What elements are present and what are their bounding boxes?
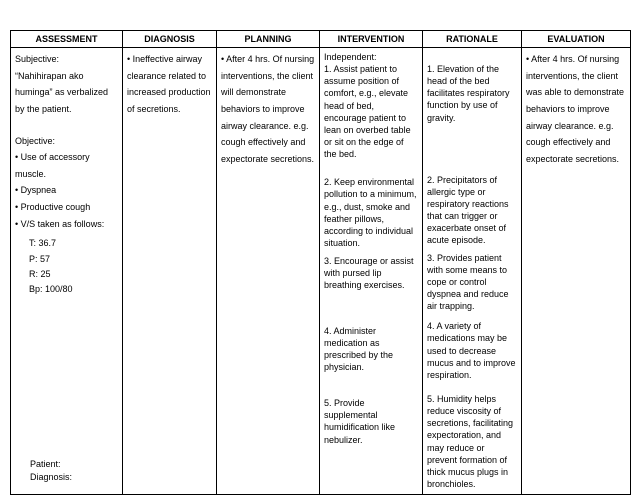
vital-pulse: P: 57 bbox=[29, 253, 51, 264]
vital-respiration: R: 25 bbox=[29, 269, 51, 279]
diagnosis-cell bbox=[123, 48, 217, 495]
intervention-item: 1. Assist patient to assume position of comfort, e.g., elevate head of bed, encourage patient to lean on overbed table or sit on the edge of the bed. bbox=[324, 64, 411, 160]
col-header-intervention: INTERVENTION bbox=[320, 31, 423, 48]
objective-item: • Productive cough bbox=[15, 202, 91, 213]
rationale-item: 2. Precipitators of allergic type or respiratory reactions that can trigger or exacerbate onset of acute episode. bbox=[427, 174, 509, 246]
intervention-cell bbox=[320, 48, 423, 495]
assessment-cell bbox=[11, 48, 123, 495]
objective-item: • Dyspnea bbox=[15, 185, 57, 196]
nursing-care-plan-table bbox=[10, 30, 631, 495]
objective-item: • Use of accessory muscle. bbox=[15, 152, 90, 179]
intervention-item: 3. Encourage or assist with pursed lip breathing exercises. bbox=[324, 256, 414, 291]
col-header-assessment: ASSESSMENT bbox=[11, 31, 123, 48]
rationale-item: 4. A variety of medications may be used to decrease mucus and to improve respiration. bbox=[427, 321, 516, 380]
evaluation-text: • After 4 hrs. Of nursing interventions, the client was able to demonstrate behaviors to improve airway clearance. e.g. cough effectively and expectorate secretions. bbox=[526, 54, 625, 164]
vital-signs-block bbox=[15, 236, 118, 297]
header-row bbox=[11, 31, 631, 48]
diagnosis-text: • Ineffective airway clearance related to increased production of secretions. bbox=[127, 54, 211, 114]
rationale-item: 5. Humidity helps reduce viscosity of secretions, facilitating expectoration, and may reduce or prevent formation of thick mucus plugs in bronchioles. bbox=[427, 393, 514, 489]
patient-label: Patient: bbox=[30, 459, 61, 469]
subjective-label: Subjective: bbox=[15, 54, 60, 64]
intervention-heading: Independent: bbox=[324, 52, 377, 62]
vital-blood-pressure: Bp: 100/80 bbox=[29, 284, 73, 295]
rationale-item: 3. Provides patient with some means to cope or control dyspnea and reduce air trapping. bbox=[427, 252, 509, 312]
planning-text: • After 4 hrs. Of nursing interventions, the client will demonstrate behaviors to improve airway clearance. e.g. cough effectively and expectorate secretions. bbox=[221, 54, 315, 164]
evaluation-cell bbox=[522, 48, 631, 495]
objective-item: • V/S taken as follows: bbox=[15, 218, 105, 229]
intervention-item: 4. Administer medication as prescribed by the physician. bbox=[324, 325, 394, 372]
diagnosis-label: Diagnosis: bbox=[30, 472, 73, 483]
col-header-evaluation: EVALUATION bbox=[522, 31, 631, 48]
rationale-cell bbox=[423, 48, 522, 495]
objective-label: Objective: bbox=[15, 135, 56, 146]
planning-cell bbox=[217, 48, 320, 495]
intervention-item: 5. Provide supplemental humidification like nebulizer. bbox=[324, 398, 396, 445]
page-footer bbox=[30, 458, 72, 484]
col-header-rationale: RATIONALE bbox=[423, 31, 522, 48]
vital-temperature: T: 36.7 bbox=[29, 238, 57, 249]
rationale-item: 1. Elevation of the head of the bed facilitates respiratory function by use of gravity. bbox=[427, 64, 510, 123]
col-header-planning: PLANNING bbox=[217, 31, 320, 48]
col-header-diagnosis: DIAGNOSIS bbox=[123, 31, 217, 48]
table-row bbox=[11, 48, 631, 495]
subjective-text: “Nahihirapan ako huminga” as verbalized by the patient. bbox=[15, 70, 109, 114]
intervention-item: 2. Keep environmental pollution to a minimum, e.g., dust, smoke and feather pillows, according to individual situation. bbox=[324, 177, 417, 248]
